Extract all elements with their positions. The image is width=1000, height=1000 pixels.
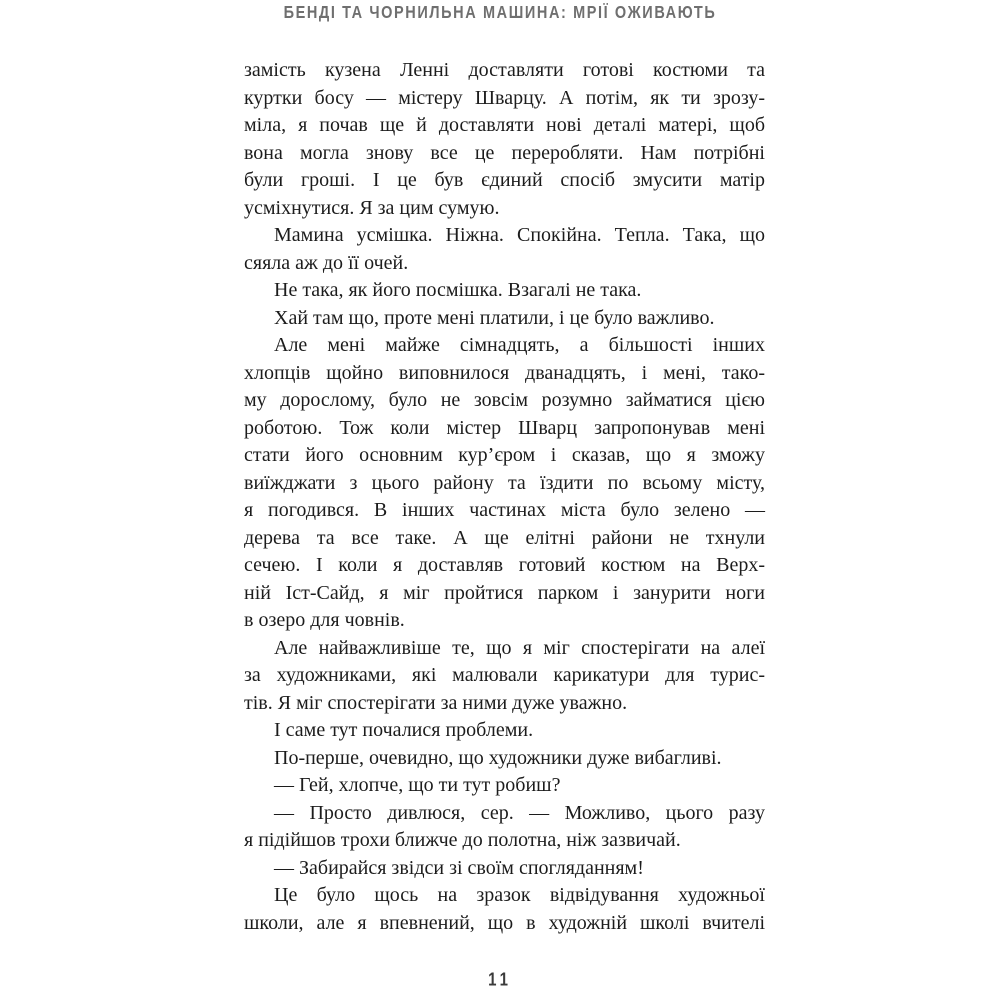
text-line: виїжджати з цього району та їздити по всьому місту, (244, 471, 765, 494)
text-line: Мамина усмішка. Ніжна. Спокійна. Тепла. Така, що (274, 224, 765, 246)
running-header: БЕНДІ ТА ЧОРНИЛЬНА МАШИНА: МРІЇ ОЖИВАЮТЬ (283, 4, 717, 23)
text-line: дерева та все таке. А ще елітні райони не тхнули (244, 526, 765, 549)
text-line: тів. Я міг спостерігати за ними дуже уважно. (244, 691, 628, 714)
text-line: роботою. Тож коли містер Шварц запропонував мені (244, 416, 765, 439)
text-line: ній Іст-Сайд, я міг пройтися парком і занурити ноги (244, 581, 765, 604)
text-line: му дорослому, було не зовсім розумно займатися цією (244, 389, 765, 411)
text-line: стати його основним кур’єром і сказав, що я зможу (244, 444, 765, 466)
text-line: Це було щось на зразок відвідування художньої (274, 884, 765, 906)
text-line: вона могла знову все це переробляти. Нам потрібні (244, 141, 765, 164)
text-line: — Забирайся звідси зі своїм спогляданням! (274, 856, 644, 879)
text-line: в озеро для човнів. (244, 609, 405, 631)
text-line: По-перше, очевидно, що художники дуже вибагливі. (274, 746, 722, 769)
text-line: за художниками, які малювали карикатури для турис- (244, 664, 765, 686)
text-line: — Гей, хлопче, що ти тут робиш? (274, 774, 561, 796)
text-line: Не така, як його посмішка. Взагалі не така. (274, 279, 642, 301)
text-line: замість кузена Ленні доставляти готові костюми та (244, 59, 765, 81)
text-line: куртки босу — містеру Шварцу. А потім, як ти зрозу- (244, 86, 765, 109)
text-line: школи, але я впевнений, що в художній школі вчителі (244, 911, 765, 934)
text-line: сечею. І коли я доставляв готовий костюм на Верх- (244, 554, 765, 576)
text-line: усміхнутися. Я за цим сумую. (244, 196, 500, 219)
text-line: Але мені майже сімнадцять, а більшості інших (274, 334, 765, 356)
text-line: Але найважливіше те, що я міг спостерігати на алеї (274, 636, 765, 659)
text-line: сяяла аж до її очей. (244, 251, 409, 274)
text-block (244, 57, 765, 937)
text-line: хлопців щойно виповнилося дванадцять, і мені, тако- (244, 361, 765, 384)
text-line: були гроші. І це був єдиний спосіб змусити матір (244, 169, 765, 191)
text-line: міла, я почав ще й доставляти нові деталі матері, щоб (244, 114, 765, 136)
text-line: я підійшов трохи ближче до полотна, ніж зазвичай. (244, 829, 681, 851)
text-line: Хай там що, проте мені платили, і це було важливо. (274, 306, 715, 329)
text-line: я погодився. В інших частинах міста було зелено — (244, 499, 765, 521)
text-line: І саме тут почалися проблеми. (274, 719, 534, 741)
text-line: — Просто дивлюся, сер. — Можливо, цього разу (274, 801, 765, 824)
page-number: 11 (488, 969, 512, 991)
